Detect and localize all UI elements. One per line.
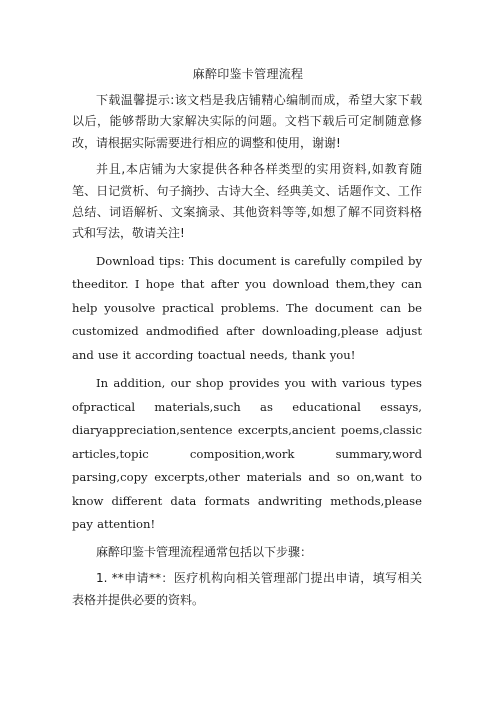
- paragraph-step-1: 1. **申请**：医疗机构向相关管理部门提出申请，填写相关表格并提供必要的资料。: [72, 571, 422, 607]
- paragraph-download-tip-en: Download tips: This document is carefully compiled by theeditor. I hope that after you download them,they can help yousolve practical problems. The document can be customized andmodified after downloading,please adjust and use it according toactual needs, thank you!: [72, 253, 422, 362]
- paragraph-shop-info-cn: 并且,本店铺为大家提供各种各样类型的实用资料,如教育随笔、日记赏析、句子摘抄、古诗大全、经典美文、话题作文、工作总结、词语解析、文案摘录、其他资料等等,如想了解不同资料格式和写法，敬请关注!: [72, 162, 422, 241]
- paragraph-shop-info-en: In addition, our shop provides you with various types ofpractical materials,such as educational essays, diaryappreciation,sentence excerpts,ancient poems,classic articles,topic composition,work summary,word parsing,copy excerpts,other materials and so on,want to know different data formats andwriting methods,please pay attention!: [72, 376, 422, 532]
- paragraph-intro: 麻醉印鉴卡管理流程通常包括以下步骤：: [96, 544, 313, 559]
- paragraph-download-tip-cn: 下载温馨提示:该文档是我店铺精心编制而成，希望大家下载以后，能够帮助大家解决实际的问题。文档下载后可定制随意修改，请根据实际需要进行相应的调整和使用，谢谢!: [72, 93, 422, 150]
- document-body: [72, 90, 422, 616]
- document-title: 麻醉印鉴卡管理流程: [192, 67, 304, 81]
